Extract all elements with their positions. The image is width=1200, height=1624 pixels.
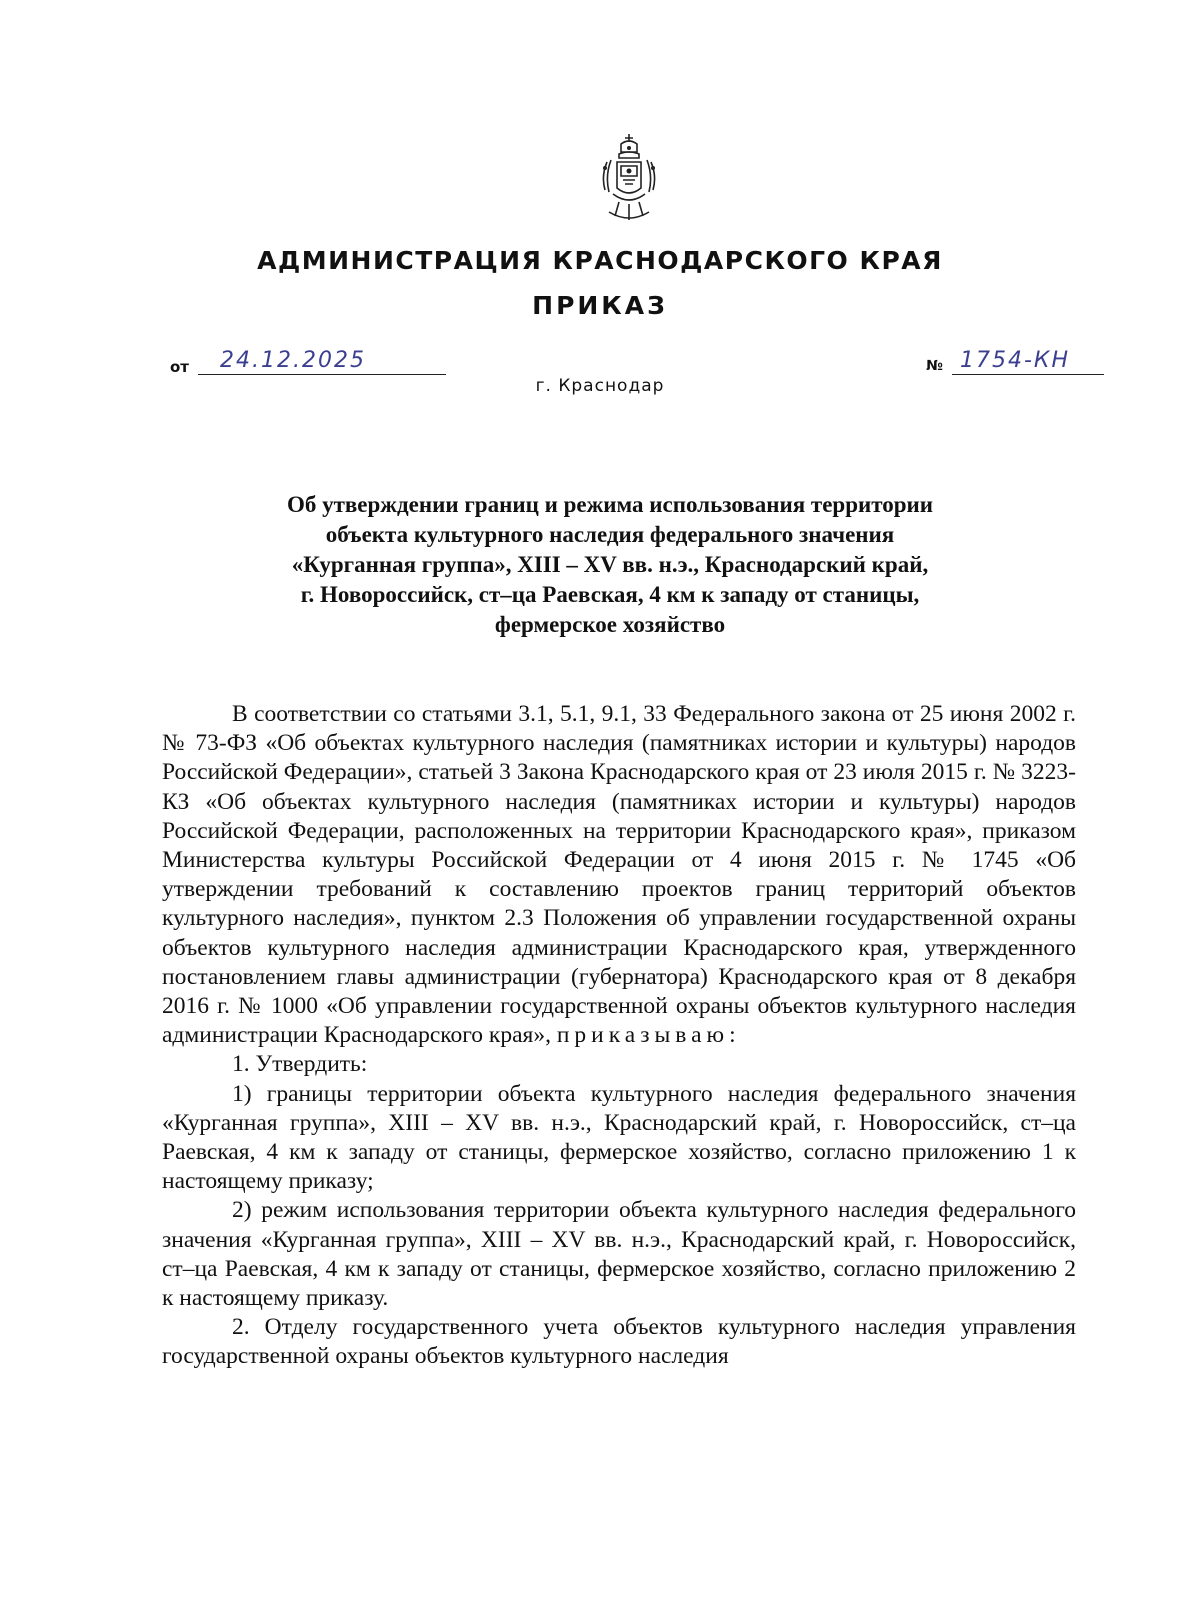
item-1: 1. Утвердить: — [232, 1051, 368, 1078]
handwritten-number: 1754-КН — [960, 348, 1071, 373]
document-type: ПРИКАЗ — [532, 291, 668, 320]
date-field — [198, 350, 446, 375]
title-line: фермерское хозяйство — [494, 612, 726, 637]
item-2: 2. Отделу государственного учета объектов культурного наследия управления государственной охраны объектов культурного наследия — [162, 1314, 1076, 1370]
order-word: приказываю: — [556, 1022, 741, 1049]
handwritten-date: 24.12.2025 — [220, 348, 366, 373]
title-line: объекта культурного наследия федерального значения — [325, 522, 895, 547]
city: г. Краснодар — [535, 376, 665, 396]
title-line: «Курганная группа», XIII – XV вв. н.э., Краснодарский край, — [291, 552, 929, 577]
item-1-1: 1) границы территории объекта культурного наследия федерального значения «Курганная группа», XIII – XV вв. н.э., Краснодарский край, г. Новороссийск, ст–ца Раевская, 4 км к западу от станицы, фермерское хозяйство, согласно приложению 1 к настоящему приказу; — [162, 1080, 1076, 1195]
number-prefix: № — [926, 358, 943, 374]
title-line: г. Новороссийск, ст–ца Раевская, 4 км к западу от станицы, — [300, 582, 920, 607]
document-title — [180, 490, 1040, 640]
number-field — [952, 350, 1104, 375]
title-line: Об утверждении границ и режима использования территории — [286, 492, 934, 517]
preamble-text: В соответствии со статьями 3.1, 5.1, 9.1, 33 Федерального закона от 25 июня 2002 г. № 73-ФЗ «Об объектах культурного наследия (памятниках истории и культуры) народов Российской Федерации», статьей 3 Закона Краснодарского края от 23 июля 2015 г. № 3223-КЗ «Об объектах культурного наследия (памятниках истории и культуры) народов Российской Федерации, расположенных на территории Краснодарского края», приказом Министерства культуры Российской Федерации от 4 июня 2015 г. № 1745 «Об утверждении требований к составлению проектов границ территорий объектов культурного наследия», пунктом 2.3 Положения об управлении государственной охраны объектов культурного наследия администрации Краснодарского края, утвержденного постановлением главы администрации (губернатора) Краснодарского края от 8 декабря 2016 г. № 1000 «Об управлении государственной охраны объектов культурного наследия администрации Краснодарского края», — [162, 701, 1076, 1049]
item-1-2: 2) режим использования территории объекта культурного наследия федерального значения «Курганная группа», XIII – XV вв. н.э., Краснодарский край, г. Новороссийск, ст–ца Раевская, 4 км к западу от станицы, фермерское хозяйство, согласно приложению 2 к настоящему приказу. — [162, 1197, 1076, 1312]
document-body — [162, 700, 1076, 1372]
date-prefix: от — [170, 358, 189, 376]
organization-name: АДМИНИСТРАЦИЯ КРАСНОДАРСКОГО КРАЯ — [257, 246, 943, 275]
coat-of-arms-icon — [597, 132, 661, 224]
preamble-paragraph — [162, 700, 1076, 1050]
